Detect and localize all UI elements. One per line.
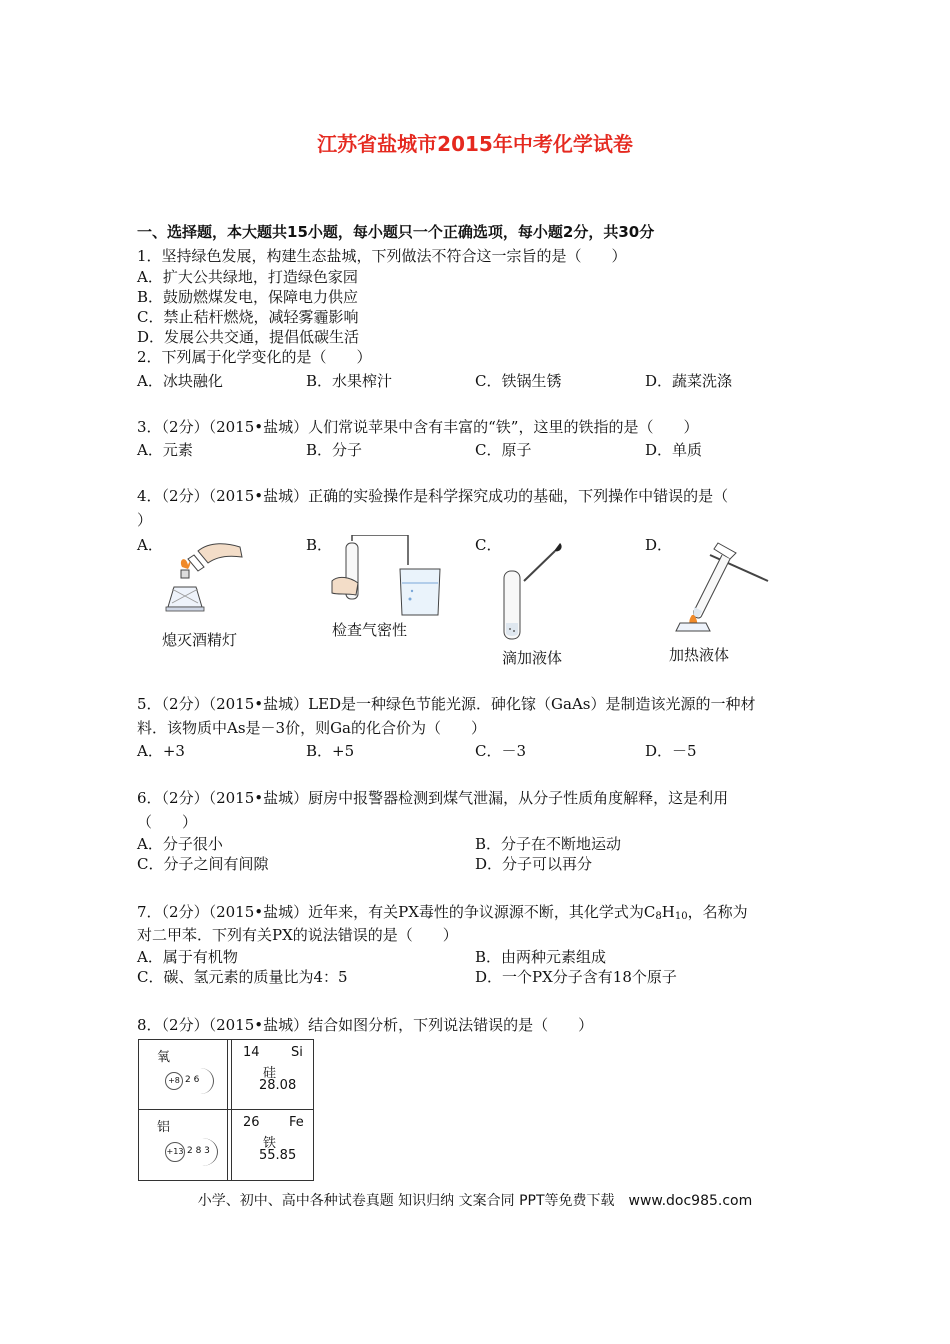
q5-stem-line1: 5．（2分）（2015•盐城）LED是一种绿色节能光源．砷化镓（GaAs）是制造该光源的一种材 [137,695,756,713]
q3-option-d: D．单质 [645,441,703,459]
q7-h: H [661,903,675,921]
q6-stem-line2: （ ） [137,813,198,831]
q7-sub-carbon: 8 [655,911,662,922]
q1-option-c: C．禁止秸杆燃烧，减轻雾霾影响 [137,308,359,326]
q2-option-a: A．冰块融化 [137,372,223,390]
oxygen-shells: 2 6 [185,1075,200,1085]
caption-b: 检查气密性 [332,621,408,639]
q6-option-a: A．分子很小 [137,835,223,853]
caption-d: 加热液体 [669,646,730,664]
q7-option-b: B．由两种元素组成 [475,948,607,966]
oxygen-nucleus: +8 [165,1072,183,1090]
q4-option-d: D． [645,536,673,554]
aluminum-name: 铝 [157,1120,171,1135]
silicon-symbol: Si [291,1045,303,1060]
figure-heat-liquid [666,537,776,637]
q5-option-c: C．－3 [475,742,527,760]
figure-drip-liquid [500,537,570,642]
iron-symbol: Fe [289,1115,304,1130]
q2-stem: 2．下列属于化学变化的是（ ） [137,348,372,366]
q3-option-c: C．原子 [475,441,532,459]
q1-option-d: D．发展公共交通，提倡低碳生活 [137,328,360,346]
element-info-figure [138,1039,314,1181]
q5-option-a: A．+3 [137,742,185,760]
silicon-number: 14 [243,1045,260,1060]
figure-h-divider [139,1109,313,1110]
q3-stem: 3．（2分）（2015•盐城）人们常说苹果中含有丰富的“铁”，这里的铁指的是（ ） [137,418,699,436]
figure-extinguish-alcohol-lamp [158,537,258,623]
q8-stem: 8．（2分）（2015•盐城）结合如图分析，下列说法错误的是（ ） [137,1016,594,1034]
q7-stem-pre: 7．（2分）（2015•盐城）近年来，有关PX毒性的争议源源不断，其化学式为C [137,903,656,921]
iron-name: 铁 [263,1136,277,1151]
figure-v-divider-2 [231,1040,232,1180]
section-heading: 一、选择题，本大题共15小题，每小题只一个正确选项，每小题2分，共30分 [137,223,655,241]
q5-option-d: D．－5 [645,742,697,760]
iron-number: 26 [243,1115,260,1130]
q3-option-a: A．元素 [137,441,193,459]
iron-mass: 55.85 [259,1148,297,1163]
q5-stem-line2: 料．该物质中As是－3价，则Ga的化合价为（ ） [137,719,487,737]
q2-option-d: D．蔬菜洗涤 [645,372,733,390]
q4-option-b: B． [306,536,333,554]
q4-option-a: A． [137,536,163,554]
q6-option-b: B．分子在不断地运动 [475,835,622,853]
q7-option-c: C．碳、氢元素的质量比为4：5 [137,968,348,986]
q2-option-c: C．铁锅生锈 [475,372,562,390]
q4-option-c: C． [475,536,502,554]
q1-option-a: A．扩大公共绿地，打造绿色家园 [137,268,358,286]
q5-option-b: B．+5 [306,742,355,760]
q7-option-a: A．属于有机物 [137,948,238,966]
page-title: 江苏省盐城市2015年中考化学试卷 [317,132,633,156]
footer-text: 小学、初中、高中各种试卷真题 知识归纳 文案合同 PPT等免费下载 www.doc985.com [197,1193,753,1209]
q4-stem-line2: ） [137,511,153,529]
q6-stem-line1: 6．（2分）（2015•盐城）厨房中报警器检测到煤气泄漏，从分子性质角度解释，这是利用 [137,789,729,807]
q6-option-d: D．分子可以再分 [475,855,593,873]
q4-stem-line1: 4．（2分）（2015•盐城）正确的实验操作是科学探究成功的基础，下列操作中错误的是（ [137,487,729,505]
oxygen-name: 氧 [157,1050,171,1065]
figure-v-divider [227,1040,228,1180]
silicon-name: 硅 [263,1066,277,1081]
q7-stem-line2: 对二甲苯．下列有关PX的说法错误的是（ ） [137,926,458,944]
q1-option-b: B．鼓励燃煤发电，保障电力供应 [137,288,359,306]
q1-stem: 1．坚持绿色发展，构建生态盐城，下列做法不符合这一宗旨的是（ ） [137,247,627,265]
q7-stem-line1 [137,903,748,926]
q7-sub-hydrogen: 10 [674,911,688,922]
caption-c: 滴加液体 [502,649,563,667]
q7-option-d: D．一个PX分子含有18个原子 [475,968,677,986]
q2-option-b: B．水果榨汁 [306,372,393,390]
q6-option-c: C．分子之间有间隙 [137,855,269,873]
figure-check-airtightness [330,535,450,621]
q3-option-b: B．分子 [306,441,363,459]
q7-stem-post: ，名称为 [687,903,748,921]
caption-a: 熄灭酒精灯 [162,631,238,649]
silicon-mass: 28.08 [259,1078,297,1093]
aluminum-nucleus: +13 [165,1142,185,1162]
aluminum-shells: 2 8 3 [187,1146,210,1156]
